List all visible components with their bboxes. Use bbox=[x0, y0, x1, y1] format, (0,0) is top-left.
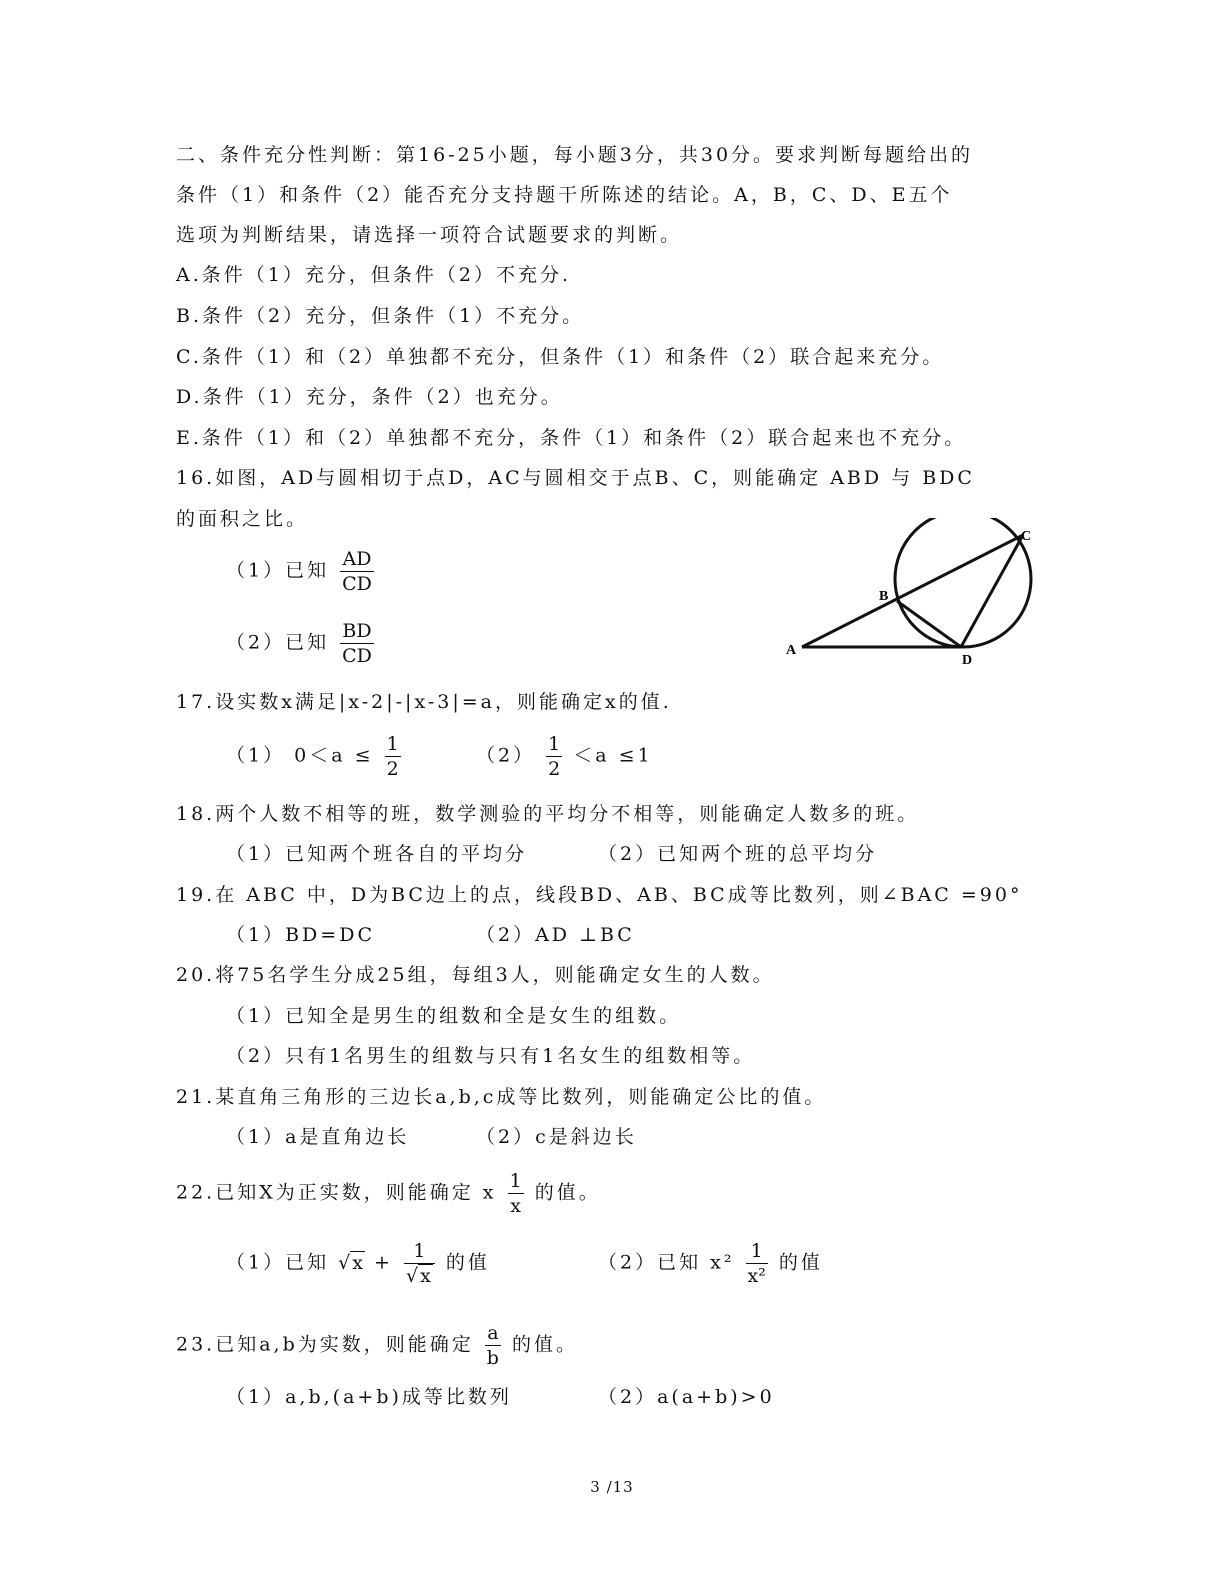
q22-c1-fraction bbox=[404, 1240, 435, 1287]
q17-c1-denominator: 2 bbox=[386, 758, 399, 780]
q22-c1-sqrt: √ x bbox=[338, 1251, 363, 1274]
q20-stem: 20.将75名学生分成25组，每组3人，则能确定女生的人数。 bbox=[176, 964, 775, 986]
intro-line-2: 条件（1）和条件（2）能否充分支持题干所陈述的结论。A，B，C、D、E五个 bbox=[176, 184, 953, 206]
q20-condition-1: （1）已知全是男生的组数和全是女生的组数。 bbox=[226, 1005, 682, 1027]
q23-stem bbox=[176, 1322, 578, 1369]
figure-label-b: B bbox=[879, 589, 889, 604]
q22-c1-radicand: x bbox=[352, 1251, 363, 1274]
q19-stem: 19.在 ABC 中，D为BC边上的点，线段BD、AB、BC成等比数列，则∠BAC =90° bbox=[176, 884, 1023, 906]
q16-c1-prefix: （1）已知 bbox=[226, 559, 330, 582]
q23-stem-suffix: 的值。 bbox=[512, 1333, 579, 1356]
intro-line-1: 二、条件充分性判断：第16-25小题，每小题3分，共30分。要求判断每题给出的 bbox=[176, 144, 974, 166]
q16-stem-line-2: 的面积之比。 bbox=[176, 508, 309, 530]
q16-c1-fraction bbox=[340, 548, 374, 595]
q21-stem: 21.某直角三角形的三边长a,b,c成等比数列，则能确定公比的值。 bbox=[176, 1086, 827, 1108]
figure-label-c: C bbox=[1021, 529, 1032, 544]
q23-stem-denominator: b bbox=[486, 1347, 499, 1369]
q23-stem-prefix: 23.已知a,b为实数，则能确定 bbox=[176, 1333, 474, 1356]
q22-c1-denominator-radicand: x bbox=[420, 1265, 431, 1287]
q22-stem-fraction bbox=[508, 1170, 524, 1217]
option-c: C.条件（1）和（2）单独都不充分，但条件（1）和条件（2）联合起来充分。 bbox=[176, 346, 945, 368]
option-a: A.条件（1）充分，但条件（2）不充分. bbox=[176, 264, 571, 286]
option-d: D.条件（1）充分，条件（2）也充分。 bbox=[176, 386, 563, 408]
q17-c1-numerator: 1 bbox=[386, 733, 399, 755]
q17-c2-suffix: ＜a ≤1 bbox=[573, 744, 653, 767]
q23-condition-1: （1）a,b,(a+b)成等比数列 bbox=[226, 1386, 512, 1408]
q22-c1-plus: + bbox=[374, 1251, 393, 1274]
q17-condition-2 bbox=[476, 733, 653, 780]
q22-condition-1 bbox=[226, 1240, 490, 1287]
q22-stem-numerator: 1 bbox=[509, 1170, 522, 1192]
q17-c1-prefix: （1） 0＜a ≤ bbox=[226, 744, 374, 767]
q16-c2-numerator: BD bbox=[340, 620, 374, 644]
q17-stem: 17.设实数x满足|x-2|-|x-3|=a，则能确定x的值. bbox=[176, 691, 672, 713]
q18-condition-2: （2）已知两个班的总平均分 bbox=[598, 843, 878, 865]
q16-stem-line-1: 16.如图，AD与圆相切于点D，AC与圆相交于点B、C，则能确定 ABD 与 BDC bbox=[176, 467, 975, 489]
intro-line-3: 选项为判断结果，请选择一项符合试题要求的判断。 bbox=[176, 224, 683, 246]
option-e: E.条件（1）和（2）单独都不充分，条件（1）和条件（2）联合起来也不充分。 bbox=[176, 427, 967, 449]
q21-condition-1: （1）a是直角边长 bbox=[226, 1126, 410, 1148]
q22-stem-prefix: 22.已知X为正实数，则能确定 x bbox=[176, 1181, 497, 1204]
q16-condition-1 bbox=[226, 548, 376, 595]
figure-segment-ac bbox=[802, 535, 1023, 647]
q16-c2-denominator: CD bbox=[342, 645, 372, 667]
q19-condition-1: （1）BD=DC bbox=[226, 924, 375, 946]
q17-c2-fraction bbox=[546, 733, 562, 780]
q16-c2-prefix: （2）已知 bbox=[226, 631, 330, 654]
q22-c1-denominator: √ x bbox=[405, 1265, 431, 1287]
q22-stem-denominator: x bbox=[510, 1195, 521, 1217]
q22-c1-prefix: （1）已知 bbox=[226, 1251, 330, 1274]
page-number: 3 /13 bbox=[590, 1478, 634, 1496]
q22-c1-numerator: 1 bbox=[404, 1240, 435, 1264]
q16-c2-fraction bbox=[340, 620, 374, 667]
q17-condition-1 bbox=[226, 733, 403, 780]
q16-c1-numerator: AD bbox=[340, 548, 374, 572]
q22-condition-2 bbox=[598, 1240, 823, 1287]
q17-c2-numerator: 1 bbox=[548, 733, 561, 755]
q22-c1-suffix: 的值 bbox=[445, 1251, 490, 1274]
figure-label-a: A bbox=[786, 643, 797, 658]
q22-c2-denominator: x² bbox=[747, 1265, 766, 1287]
q17-c1-fraction bbox=[385, 733, 401, 780]
figure-circle bbox=[895, 518, 1031, 647]
q22-c2-prefix: （2）已知 x² bbox=[598, 1251, 735, 1274]
q17-c2-prefix: （2） bbox=[476, 744, 536, 767]
q16-c1-denominator: CD bbox=[342, 573, 372, 595]
q16-geometry-figure bbox=[780, 518, 1050, 678]
q21-condition-2: （2）c是斜边长 bbox=[476, 1126, 637, 1148]
q22-c2-suffix: 的值 bbox=[778, 1251, 823, 1274]
q17-c2-denominator: 2 bbox=[548, 758, 561, 780]
figure-segment-bd bbox=[897, 601, 961, 647]
q16-condition-2 bbox=[226, 620, 376, 667]
q18-stem: 18.两个人数不相等的班，数学测验的平均分不相等，则能确定人数多的班。 bbox=[176, 803, 920, 825]
q18-condition-1: （1）已知两个班各自的平均分 bbox=[226, 843, 528, 865]
q20-condition-2: （2）只有1名男生的组数与只有1名女生的组数相等。 bbox=[226, 1045, 756, 1067]
q19-condition-2: （2）AD ⊥BC bbox=[476, 924, 635, 946]
q22-c2-fraction bbox=[746, 1240, 768, 1287]
q23-condition-2: （2）a(a+b)>0 bbox=[598, 1386, 775, 1408]
q22-stem-suffix: 的值。 bbox=[534, 1181, 601, 1204]
q22-c2-numerator: 1 bbox=[746, 1240, 768, 1264]
q23-stem-fraction bbox=[485, 1322, 501, 1369]
option-b: B.条件（2）充分，但条件（1）不充分。 bbox=[176, 305, 585, 327]
q22-stem bbox=[176, 1170, 601, 1217]
figure-label-d: D bbox=[962, 653, 973, 668]
q23-stem-numerator: a bbox=[485, 1322, 501, 1346]
